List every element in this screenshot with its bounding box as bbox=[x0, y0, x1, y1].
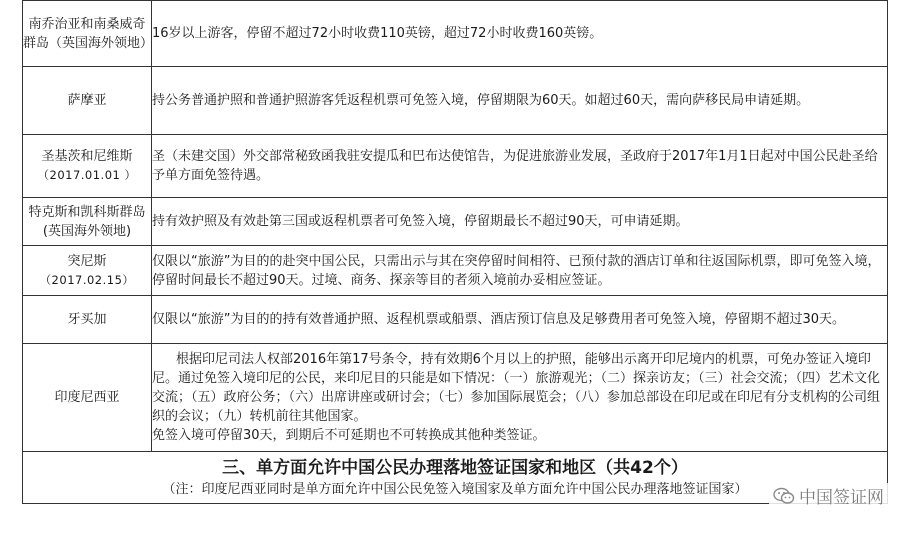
watermark bbox=[769, 483, 888, 508]
country-cell bbox=[23, 296, 152, 344]
table-row bbox=[23, 135, 888, 198]
policy-text: 圣（未建交国）外交部常秘致函我驻安提瓜和巴布达使馆告，为促进旅游业发展，圣政府于2017年1月1日起对中国公民赴圣给予单方面免签待遇。 bbox=[152, 149, 878, 183]
country-name: 突尼斯 bbox=[67, 253, 107, 269]
visa-policy-table bbox=[22, 0, 888, 504]
policy-cell bbox=[152, 296, 888, 344]
policy-cell bbox=[152, 344, 888, 452]
effective-date: （2017.01.01 ） bbox=[37, 168, 137, 182]
policy-cell bbox=[152, 67, 888, 135]
table-row bbox=[23, 1, 888, 67]
wechat-icon bbox=[773, 487, 795, 505]
policy-cell bbox=[152, 1, 888, 67]
country-cell bbox=[23, 1, 152, 67]
country-cell bbox=[23, 344, 152, 452]
country-name: 萨摩亚 bbox=[67, 93, 107, 108]
country-name: 南乔治亚和南桑威奇群岛（英国海外领地） bbox=[23, 16, 154, 51]
country-name: 牙买加 bbox=[67, 312, 107, 327]
section-note: （注：印度尼西亚同时是单方面允许中国公民免签入境国家及单方面允许中国公民办理落地签证国家） bbox=[162, 482, 748, 497]
policy-text-note: 免签入境可停留30天，到期后不可延期也不可转换成其他种类签证。 bbox=[152, 428, 546, 443]
country-name: 印度尼西亚 bbox=[54, 390, 120, 405]
effective-date: （2017.02.15） bbox=[39, 272, 135, 287]
country-cell bbox=[23, 246, 152, 296]
policy-text: 根据印尼司法人权部2016年第17号条令，持有效期6个月以上的护照，能够出示离开印尼境内的机票，可免办签证入境印尼。通过免签入境印尼的公民，来印尼目的只能是如下情况：（一）旅游观光；（二）探亲访友；（三）社会交流；（四）艺术文化交流；（五）政府公务；（六）出席讲座或研讨会；（七）参加国际展览会；（八）参加总部设在印尼或在印尼有分支机构的公司组织的会议；（九）转机前往其他国家。 bbox=[152, 352, 881, 424]
table-row bbox=[23, 246, 888, 296]
policy-cell bbox=[152, 246, 888, 296]
country-cell bbox=[23, 67, 152, 135]
country-name: 特克斯和凯科斯群岛(英国海外领地) bbox=[28, 204, 146, 239]
country-cell bbox=[23, 135, 152, 198]
policy-cell bbox=[152, 198, 888, 246]
policy-cell bbox=[152, 135, 888, 198]
policy-text: 持有效护照及有效赴第三国或返程机票者可免签入境，停留期最长不超过90天，可申请延期。 bbox=[152, 214, 689, 229]
section-header-cell bbox=[23, 452, 888, 504]
section-header-row bbox=[23, 452, 888, 504]
section-title: 三、单方面允许中国公民办理落地签证国家和地区（共42个） bbox=[222, 458, 688, 478]
watermark-text: 中国签证网 bbox=[799, 488, 884, 508]
country-name: 圣基茨和尼维斯 bbox=[41, 149, 133, 164]
policy-text: 仅限以“旅游”为目的的赴突中国公民，只需出示与其在突停留时间相符、已预付款的酒店订单和往返国际机票，即可免签入境，停留时间最长不超过90天。过境、商务、探亲等目的者须入境前办妥相应签证。 bbox=[152, 253, 881, 288]
table-row bbox=[23, 198, 888, 246]
policy-text: 16岁以上游客，停留不超过72小时收费110英镑，超过72小时收费160英镑。 bbox=[152, 26, 603, 41]
policy-text: 仅限以“旅游”为目的的持有效普通护照、返程机票或船票、酒店预订信息及足够费用者可免签入境，停留期不超过30天。 bbox=[152, 312, 846, 327]
policy-text: 持公务普通护照和普通护照游客凭返程机票可免签入境，停留期限为60天。如超过60天，需向萨移民局申请延期。 bbox=[152, 93, 810, 108]
table-row bbox=[23, 344, 888, 452]
table-row bbox=[23, 296, 888, 344]
table-row bbox=[23, 67, 888, 135]
country-cell bbox=[23, 198, 152, 246]
